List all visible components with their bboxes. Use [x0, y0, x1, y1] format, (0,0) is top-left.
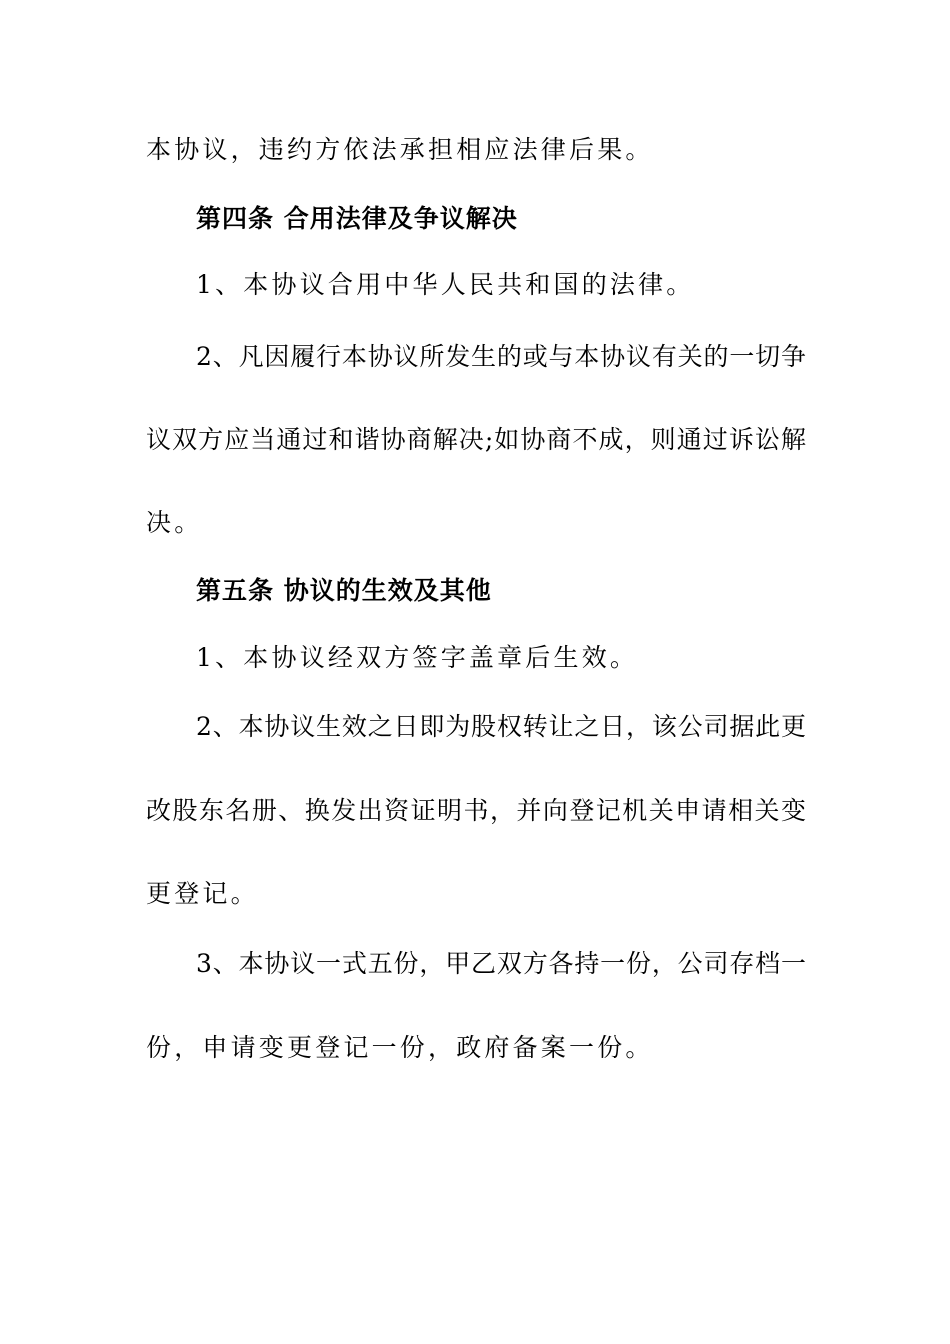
- section-heading-article-4: 第四条 合用法律及争议解决: [196, 204, 518, 233]
- clause-5-2-line-1: 2、本协议生效之日即为股权转让之日，该公司据此更: [196, 712, 806, 741]
- clause-5-3-line-1: 3、本协议一式五份，甲乙双方各持一份，公司存档一: [196, 949, 806, 978]
- clause-4-1: 1、本协议合用中华人民共和国的法律。: [196, 270, 695, 299]
- clause-5-3-line-2: 份，申请变更登记一份，政府备案一份。: [146, 1033, 654, 1062]
- clause-5-2-line-3: 更登记。: [146, 879, 259, 908]
- clause-4-2-line-3: 决。: [146, 508, 203, 537]
- clause-4-2-line-2: 议双方应当通过和谐协商解决;如协商不成，则通过诉讼解: [146, 425, 806, 454]
- clause-5-2-line-2: 改股东名册、换发出资证明书，并向登记机关申请相关变: [146, 796, 806, 825]
- clause-5-1: 1、本协议经双方签字盖章后生效。: [196, 643, 639, 672]
- section-heading-article-5: 第五条 协议的生效及其他: [196, 576, 492, 605]
- clause-4-2-line-1: 2、凡因履行本协议所发生的或与本协议有关的一切争: [196, 342, 806, 371]
- paragraph-line: 本协议，违约方依法承担相应法律后果。: [146, 135, 654, 164]
